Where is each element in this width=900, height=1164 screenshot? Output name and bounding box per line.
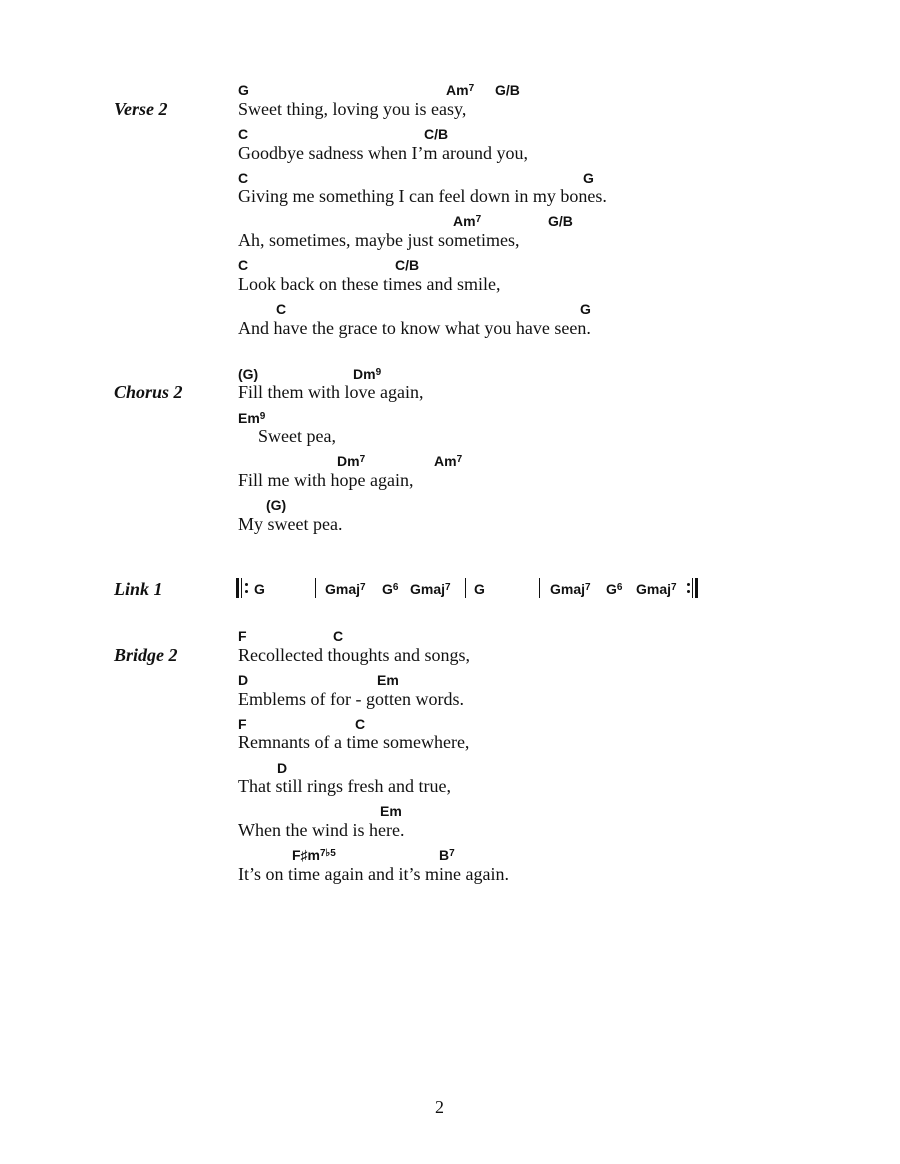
lyric-line: Goodbye sadness when I’m around you,: [238, 143, 528, 163]
section-label-bridge-2: Bridge 2: [114, 645, 178, 665]
repeat-start-sign: [236, 578, 248, 598]
chord: Dm$^9$: [353, 366, 382, 382]
chord: F: [238, 628, 247, 644]
chord: C/B: [395, 257, 420, 273]
chord: G/B: [548, 213, 573, 229]
chord: C: [238, 257, 249, 273]
lyric-line: And have the grace to know what you have seen.: [238, 318, 591, 338]
chord: Dm$^7$: [337, 453, 366, 469]
chord: Gmaj$^7$: [550, 581, 591, 597]
lyric-line: Sweet thing, loving you is easy,: [238, 99, 467, 119]
lyric-line: Fill them with love again,: [238, 382, 424, 402]
chord: G: [580, 301, 591, 317]
barline: [539, 578, 540, 598]
chord: Gmaj$^7$: [636, 581, 677, 597]
chord: C: [238, 170, 249, 186]
chord: Am$^7$: [453, 213, 482, 229]
section-label-chorus-2: Chorus 2: [114, 382, 183, 402]
chord: (G): [266, 497, 287, 513]
lyric-line: Fill me with hope again,: [238, 470, 414, 490]
chord: $G^6$: [606, 581, 623, 597]
chord: C: [355, 716, 366, 732]
lyric-line: It’s on time again and it’s mine again.: [238, 864, 509, 884]
chord: G: [474, 581, 485, 597]
lyric-line: Look back on these times and smile,: [238, 274, 501, 294]
chord: C: [333, 628, 344, 644]
barline: [315, 578, 316, 598]
repeat-end-sign: [687, 578, 699, 598]
section-label-link-1: Link 1: [114, 579, 163, 599]
chord: Gmaj$^7$: [410, 581, 451, 597]
chord: G: [238, 82, 249, 98]
chord: D: [277, 760, 288, 776]
chord: F: [238, 716, 247, 732]
page-number: 2: [435, 1097, 444, 1117]
lyric-line: That still rings fresh and true,: [238, 776, 451, 796]
lyric-line: Ah, sometimes, maybe just sometimes,: [238, 230, 520, 250]
lyric-line: My sweet pea.: [238, 514, 343, 534]
lyric-line: Remnants of a time somewhere,: [238, 732, 470, 752]
lyric-line: Recollected thoughts and songs,: [238, 645, 470, 665]
lyric-line: Giving me something I can feel down in my bones.: [238, 186, 607, 206]
chord: $F♯m^{7♭5}$: [292, 847, 336, 863]
chord: G: [583, 170, 594, 186]
chord: Am$^7$: [434, 453, 463, 469]
chord: C/B: [424, 126, 449, 142]
lyric-line: Sweet pea,: [258, 426, 336, 446]
chord: C: [276, 301, 287, 317]
chord: $B^7$: [439, 847, 455, 863]
lyric-line: Emblems of for - gotten words.: [238, 689, 464, 709]
chord: G/B: [495, 82, 520, 98]
chord: Em: [377, 672, 399, 688]
section-label-verse-2: Verse 2: [114, 99, 168, 119]
barline: [465, 578, 466, 598]
chord: $G^6$: [382, 581, 399, 597]
chord: D: [238, 672, 249, 688]
chord: Em: [380, 803, 402, 819]
chord: Gmaj$^7$: [325, 581, 366, 597]
lyric-line: When the wind is here.: [238, 820, 405, 840]
chord: Am$^7$: [446, 82, 475, 98]
chord: G: [254, 581, 265, 597]
chord: (G): [238, 366, 259, 382]
chord: Em$^9$: [238, 410, 266, 426]
chord: C: [238, 126, 249, 142]
